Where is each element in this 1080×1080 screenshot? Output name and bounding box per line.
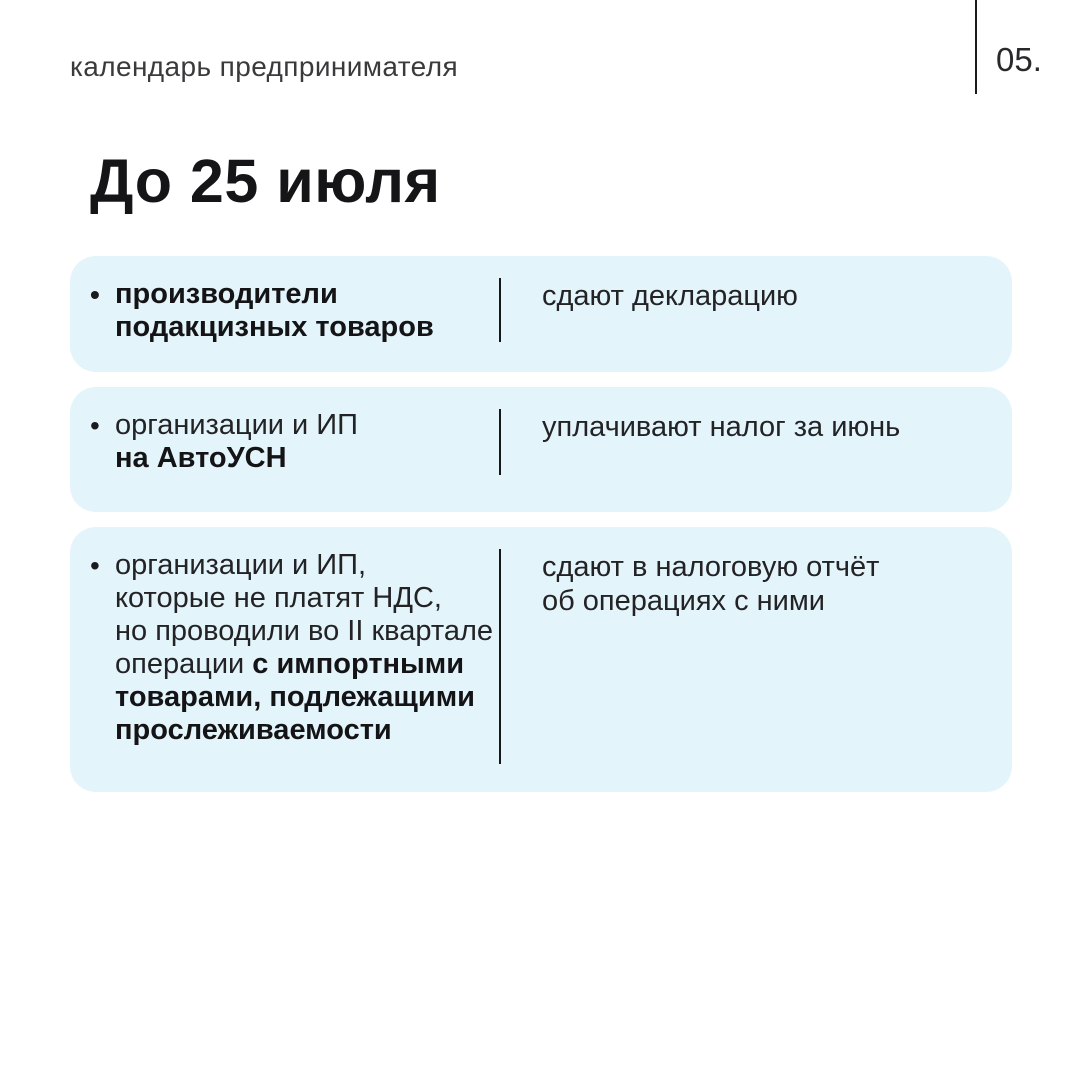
subject-line: подакцизных товаров bbox=[115, 311, 434, 343]
action-line: об операциях с ними bbox=[542, 585, 825, 617]
cards-list bbox=[70, 256, 1012, 792]
card-divider-line bbox=[499, 278, 501, 342]
action-line: сдают декларацию bbox=[542, 280, 798, 312]
subject-line: организации и ИП, bbox=[115, 549, 367, 581]
card-divider-line bbox=[499, 409, 501, 475]
subject-text bbox=[115, 549, 493, 747]
bullet-icon: • bbox=[90, 410, 100, 441]
page-title: До 25 июля bbox=[90, 147, 441, 215]
series-title: календарь предпринимателя bbox=[70, 51, 459, 82]
subject-line: на АвтоУСН bbox=[115, 442, 287, 474]
card-autousn bbox=[70, 387, 1012, 512]
subject-line: организации и ИП bbox=[115, 409, 358, 441]
subject-line: прослеживаемости bbox=[115, 714, 392, 746]
corner-divider-line bbox=[975, 0, 977, 94]
card-excise-producers bbox=[70, 256, 1012, 372]
card-subject bbox=[90, 549, 499, 747]
page-number: 05. bbox=[996, 41, 1042, 78]
subject-text bbox=[115, 409, 358, 475]
card-traceable-imports bbox=[70, 527, 1012, 792]
action-text bbox=[542, 409, 900, 444]
subject-text bbox=[115, 278, 434, 344]
subject-line: производители bbox=[115, 278, 338, 310]
action-line: уплачивают налог за июнь bbox=[542, 411, 901, 443]
action-line: сдают в налоговую отчёт bbox=[542, 551, 880, 583]
bullet-icon: • bbox=[90, 279, 100, 310]
subject-line: операции с импортными bbox=[115, 648, 465, 680]
action-text bbox=[542, 278, 798, 313]
bullet-icon: • bbox=[90, 550, 100, 581]
card-divider-line bbox=[499, 549, 501, 764]
subject-line: товарами, подлежащими bbox=[115, 681, 476, 713]
action-text bbox=[542, 549, 879, 618]
subject-line: но проводили во II квартале bbox=[115, 615, 493, 647]
card-subject bbox=[90, 278, 499, 344]
card-subject bbox=[90, 409, 499, 475]
subject-line: которые не платят НДС, bbox=[115, 582, 442, 614]
